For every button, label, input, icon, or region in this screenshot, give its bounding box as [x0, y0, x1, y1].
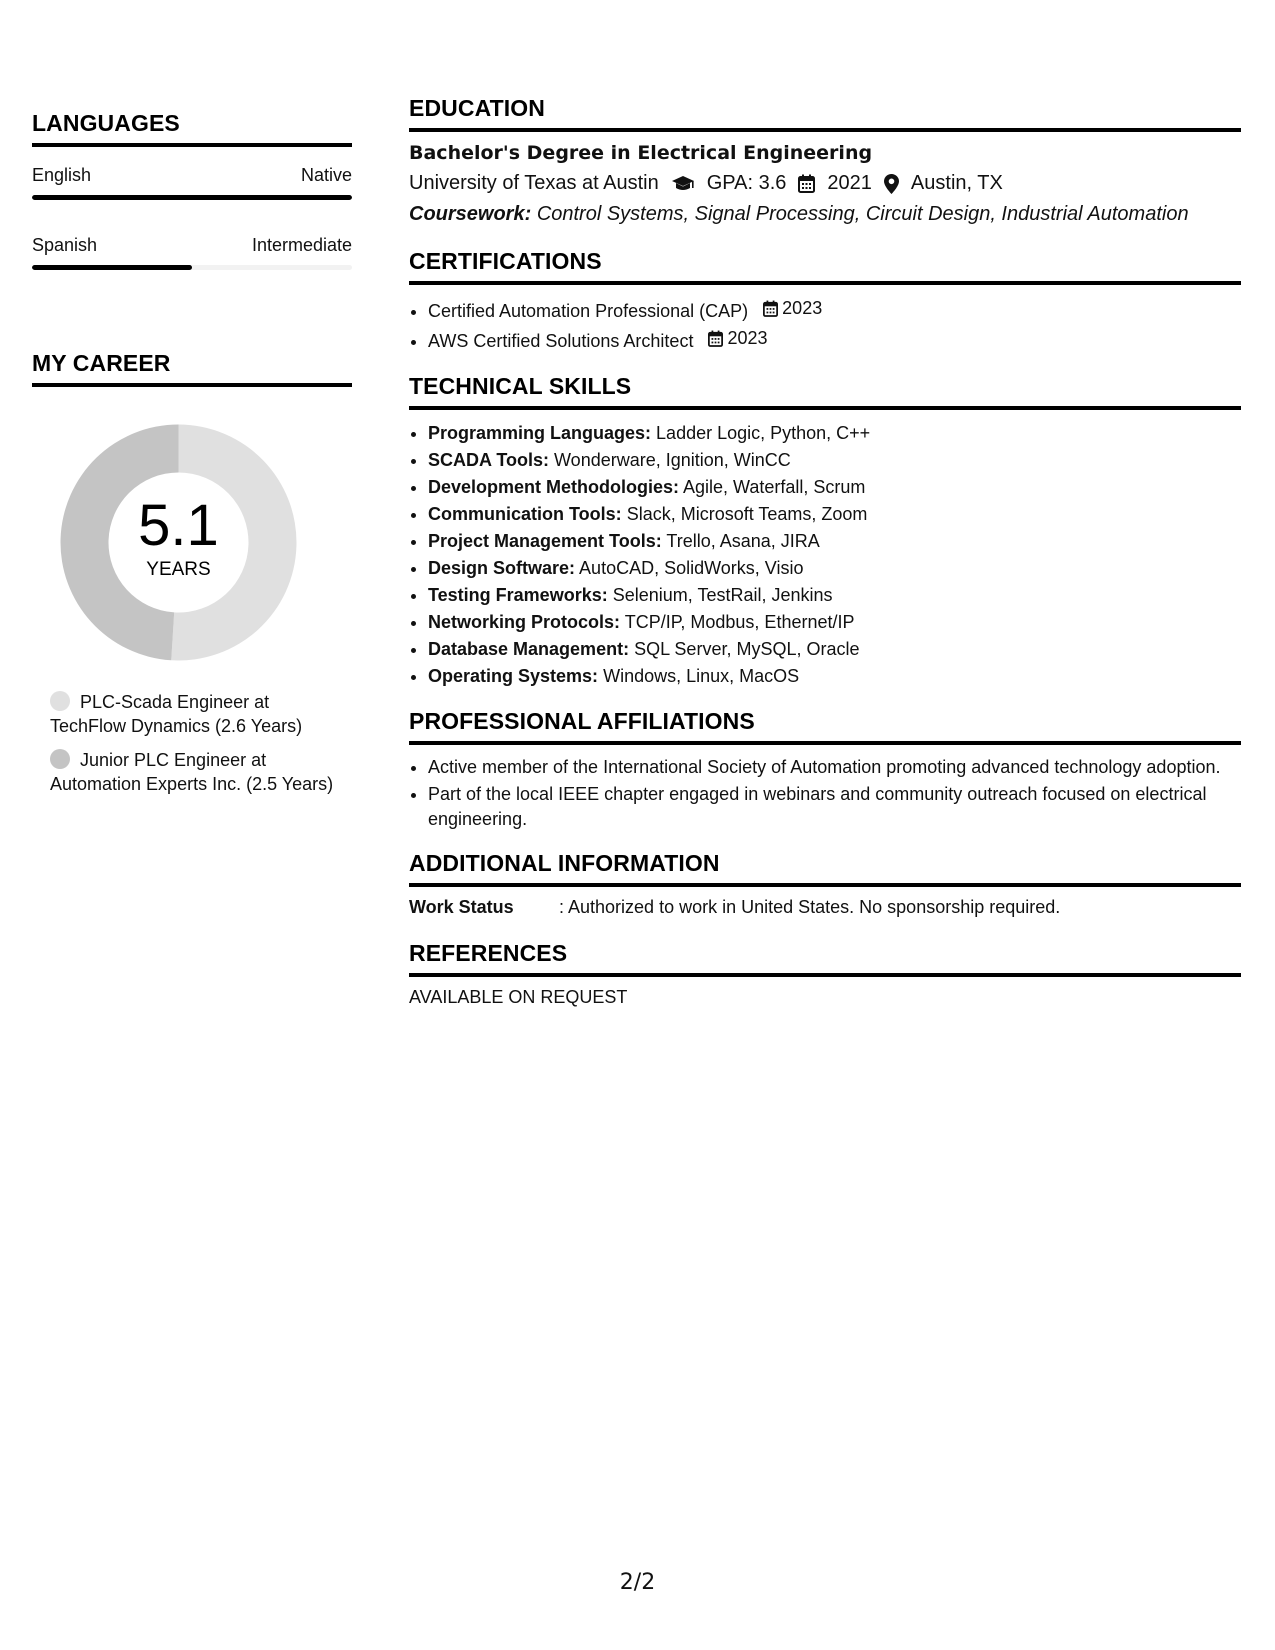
skill-value: Slack, Microsoft Teams, Zoom: [626, 504, 868, 524]
certification-date: [708, 325, 767, 352]
affiliations-list: [409, 755, 1241, 832]
language-row-english: [32, 165, 352, 186]
skill-value: TCP/IP, Modbus, Ethernet/IP: [624, 612, 855, 632]
language-name: English: [32, 165, 92, 185]
certifications-title: CERTIFICATIONS: [409, 248, 1241, 285]
certification-item: [428, 295, 1241, 325]
skill-value: AutoCAD, SolidWorks, Visio: [579, 558, 804, 578]
certifications-list: [409, 295, 1241, 355]
calendar-icon: [763, 300, 778, 317]
skill-label: Communication Tools:: [428, 504, 622, 524]
skill-value: Selenium, TestRail, Jenkins: [612, 585, 833, 605]
skill-item: [428, 663, 1241, 690]
skill-label: SCADA Tools:: [428, 450, 549, 470]
affiliation-item: • Active member of the International Society of Automation promoting advanced technology adoption.: [428, 755, 1241, 780]
skill-item: [428, 474, 1241, 501]
language-level: Intermediate: [251, 235, 352, 255]
career-title: MY CAREER: [32, 350, 352, 387]
certification-name: Certified Automation Professional (CAP): [428, 301, 749, 321]
affiliations-title: PROFESSIONAL AFFILIATIONS: [409, 708, 1241, 745]
calendar-icon: [798, 174, 815, 193]
education-degree: Bachelor's Degree in Electrical Engineering: [409, 142, 873, 164]
skill-value: Agile, Waterfall, Scrum: [683, 477, 866, 497]
certification-name: AWS Certified Solutions Architect: [428, 331, 694, 351]
skill-value: Ladder Logic, Python, C++: [656, 423, 871, 443]
work-status-label: Work Status: [409, 897, 514, 917]
skills-list: [409, 420, 1241, 690]
education-location: Austin, TX: [910, 172, 1003, 194]
skill-item: [428, 528, 1241, 555]
education-school: University of Texas at Austin: [409, 172, 659, 194]
education-coursework: [409, 203, 1241, 226]
skill-label: Design Software:: [428, 558, 576, 578]
coursework-label: Coursework:: [409, 203, 532, 225]
legend-dot: [50, 749, 70, 769]
language-bar-fill: [32, 195, 352, 200]
certification-year: 2023: [727, 328, 768, 348]
skills-title: TECHNICAL SKILLS: [409, 373, 1241, 410]
education-details: [409, 172, 1241, 195]
graduation-cap-icon: [671, 175, 695, 193]
certification-year: 2023: [782, 298, 823, 318]
skill-item: [428, 555, 1241, 582]
certification-date: [763, 295, 822, 322]
work-status-value: : Authorized to work in United States. No sponsorship required.: [559, 897, 1061, 917]
skill-label: Networking Protocols:: [428, 612, 621, 632]
coursework-text: Control Systems, Signal Processing, Circuit Design, Industrial Automation: [536, 203, 1189, 225]
skill-label: Operating Systems:: [428, 666, 599, 686]
career-legend: [50, 690, 340, 806]
skill-value: Wonderware, Ignition, WinCC: [554, 450, 791, 470]
donut-center: [56, 420, 301, 665]
language-level: Native: [300, 165, 352, 185]
language-bar-spanish: [32, 265, 352, 270]
education-title: EDUCATION: [409, 95, 1241, 132]
career-role-label: Junior PLC Engineer at Automation Experts Inc. (2.5 Years): [50, 750, 334, 794]
calendar-icon: [708, 330, 723, 347]
career-donut-chart: [56, 420, 301, 665]
education-gpa: GPA: 3.6: [706, 172, 787, 194]
skill-value: Trello, Asana, JIRA: [666, 531, 820, 551]
additional-info-title: ADDITIONAL INFORMATION: [409, 850, 1241, 887]
languages-title: LANGUAGES: [32, 110, 352, 147]
skill-value: Windows, Linux, MacOS: [603, 666, 800, 686]
career-total-value: 5.1: [138, 492, 219, 558]
skill-label: Project Management Tools:: [428, 531, 662, 551]
career-legend-item: [50, 690, 340, 738]
skill-label: Development Methodologies:: [428, 477, 680, 497]
skill-value: SQL Server, MySQL, Oracle: [634, 639, 860, 659]
work-status-row: [409, 897, 1241, 918]
affiliation-item: • Part of the local IEEE chapter engaged in webinars and community outreach focused on electrical engineering.: [428, 782, 1241, 832]
certification-item: [428, 325, 1241, 355]
skill-label: Database Management:: [428, 639, 630, 659]
skill-label: Programming Languages:: [428, 423, 652, 443]
skill-item: [428, 420, 1241, 447]
page-number: 2/2: [619, 1570, 656, 1595]
location-pin-icon: [884, 174, 899, 194]
education-year: 2021: [827, 172, 872, 194]
language-bar-english: [32, 195, 352, 200]
career-legend-item: [50, 748, 340, 796]
skill-item: [428, 447, 1241, 474]
skill-item: [428, 501, 1241, 528]
skill-item: [428, 636, 1241, 663]
legend-dot: [50, 691, 70, 711]
skill-item: [428, 609, 1241, 636]
skill-item: [428, 582, 1241, 609]
language-name: Spanish: [32, 235, 98, 255]
career-total-unit: YEARS: [146, 558, 211, 580]
career-role-label: PLC-Scada Engineer at TechFlow Dynamics (2.6 Years): [50, 692, 303, 736]
references-title: REFERENCES: [409, 940, 1241, 977]
language-row-spanish: [32, 235, 352, 256]
skill-label: Testing Frameworks:: [428, 585, 608, 605]
right-column: [409, 95, 1241, 1008]
language-bar-fill: [32, 265, 192, 270]
references-text: AVAILABLE ON REQUEST: [409, 987, 628, 1007]
